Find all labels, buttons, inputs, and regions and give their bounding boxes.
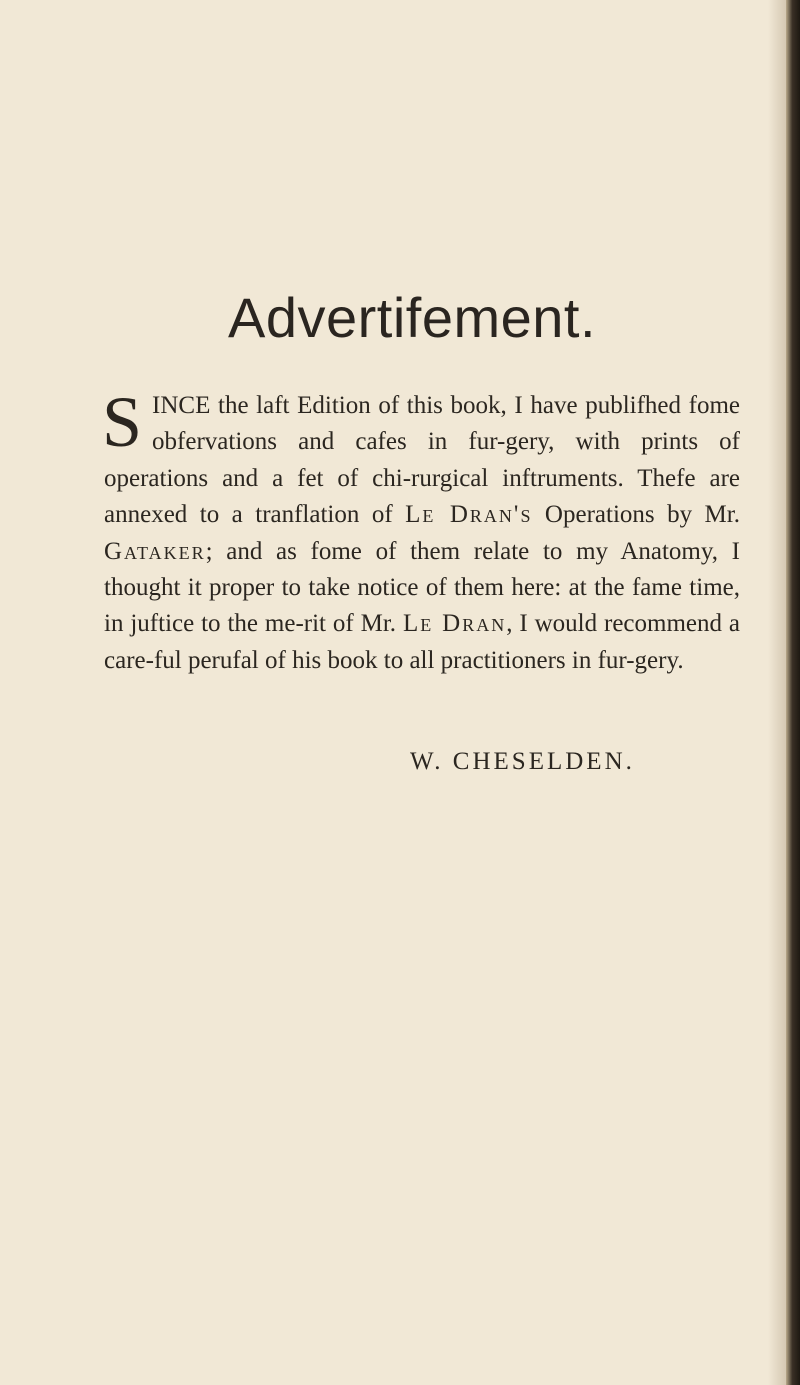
paragraph-text-3: ; and as fome of them relate to my Anatomy, I thought it proper to take notice of them here: at the fame time, in juftice to the me-rit of Mr. bbox=[104, 537, 740, 638]
advertisement-paragraph bbox=[102, 382, 740, 679]
gutter-shadow bbox=[768, 0, 786, 1385]
author-name-le-dran: Le Dran's bbox=[405, 501, 533, 529]
signature: W. CHESELDEN. bbox=[410, 748, 635, 775]
book-gutter bbox=[786, 0, 800, 1385]
paragraph-text-2: Operations by Mr. bbox=[532, 501, 740, 529]
page-title: Advertifement. bbox=[228, 286, 597, 349]
author-name-le-dran-2: Le Dran bbox=[402, 610, 507, 638]
paragraph-text-1: INCE the laft Edition of this book, I have publifhed fome obfervations and cafes in fur-gery, with prints of operations and a fet of chi-rurgical inftruments. Thefe are annexed to a tranflation of bbox=[104, 392, 740, 529]
drop-cap: S bbox=[102, 382, 143, 462]
paragraph-text-4: , I would recommend a care-ful perufal of his book to all practitioners in fur-gery. bbox=[104, 610, 740, 674]
author-name-gataker: Gataker bbox=[104, 537, 206, 565]
